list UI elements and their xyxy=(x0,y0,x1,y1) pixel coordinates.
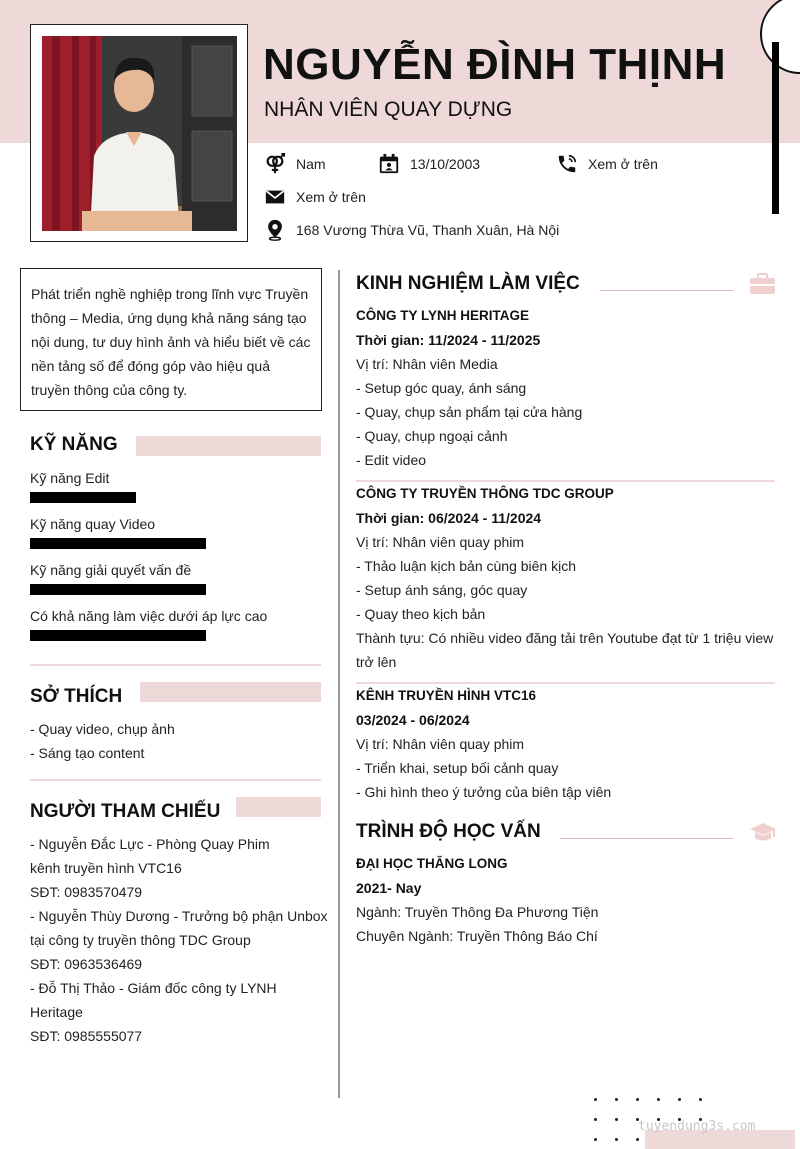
company-name: CÔNG TY LYNH HERITAGE xyxy=(356,308,530,323)
education-heading: TRÌNH ĐỘ HỌC VẤN xyxy=(356,821,541,842)
job-line: Vị trí: Nhân viên quay phim xyxy=(356,736,525,752)
list-item: SĐT: 0983570479 xyxy=(30,884,143,900)
references-list xyxy=(30,832,328,1048)
address-info xyxy=(264,219,559,241)
skill-bar xyxy=(30,492,206,503)
skill-bar-fill xyxy=(30,630,206,641)
job-line: - Edit video xyxy=(356,452,427,468)
job-entry xyxy=(356,684,780,804)
list-item: tại công ty truyền thông TDC Group xyxy=(30,932,251,948)
job-line: - Quay theo kịch bản xyxy=(356,606,486,622)
skill-label: Kỹ năng quay Video xyxy=(30,516,156,532)
skill-bar-fill xyxy=(30,584,206,595)
hobbies-heading-bar xyxy=(140,682,321,702)
column-divider xyxy=(338,270,340,1098)
job-entry xyxy=(356,482,780,674)
skills-heading-bar xyxy=(136,436,321,456)
list-item: SĐT: 0985555077 xyxy=(30,1028,143,1044)
job-entry xyxy=(356,304,780,472)
gender-info xyxy=(264,153,326,175)
job-line: - Setup ánh sáng, góc quay xyxy=(356,582,528,598)
skill-label: Có khả năng làm việc dưới áp lực cao xyxy=(30,608,268,624)
skill-label: Kỹ năng giải quyết vấn đề xyxy=(30,562,192,578)
calendar-icon xyxy=(378,153,400,175)
phone-value: Xem ở trên xyxy=(588,156,658,172)
section-divider xyxy=(30,779,321,781)
list-item: SĐT: 0963536469 xyxy=(30,956,143,972)
address-value: 168 Vương Thừa Vũ, Thanh Xuân, Hà Nội xyxy=(296,222,560,238)
candidate-name: NGUYỄN ĐÌNH THỊNH xyxy=(263,40,727,89)
watermark: tuyendung3s.com xyxy=(638,1119,756,1134)
job-title: NHÂN VIÊN QUAY DỰNG xyxy=(264,98,513,121)
list-item: Heritage xyxy=(30,1004,83,1020)
job-period: 03/2024 - 06/2024 xyxy=(356,712,470,728)
skill-bar-fill xyxy=(30,492,136,503)
job-line: Vị trí: Nhân viên quay phim xyxy=(356,534,525,550)
major: Ngành: Truyền Thông Đa Phương Tiện xyxy=(356,904,599,920)
job-line: - Quay, chụp sản phẩm tại cửa hàng xyxy=(356,404,583,420)
experience-heading: KINH NGHIỆM LÀM VIỆC xyxy=(356,273,580,294)
list-item: - Đỗ Thị Thảo - Giám đốc công ty LYNH xyxy=(30,980,277,996)
list-item: - Nguyễn Thùy Dương - Trưởng bộ phận Unbox xyxy=(30,908,328,924)
profile-photo xyxy=(42,36,237,231)
career-objective: Phát triển nghề nghiệp trong lĩnh vực Truyền thông – Media, ứng dụng khả năng sáng tạo nội dung, tư duy hình ảnh và hiểu biết về các nền tảng số để đóng góp vào hiệu quả truyền thông của công ty. xyxy=(20,268,322,411)
skills-heading: KỸ NĂNG xyxy=(30,434,118,455)
gender-value: Nam xyxy=(296,156,326,172)
study-period: 2021- Nay xyxy=(356,880,422,896)
job-achievement: Thành tựu: Có nhiều video đăng tải trên Youtube đạt từ 1 triệu view trở lên xyxy=(356,630,774,670)
list-item: - Nguyễn Đắc Lực - Phòng Quay Phim xyxy=(30,836,270,852)
dob-info xyxy=(378,153,480,175)
briefcase-icon xyxy=(749,273,776,295)
job-line: - Thảo luận kịch bản cùng biên kịch xyxy=(356,558,576,574)
graduation-cap-icon xyxy=(749,821,777,843)
skill-bar xyxy=(30,584,206,595)
company-name: CÔNG TY TRUYỀN THÔNG TDC GROUP xyxy=(356,486,614,501)
hobbies-heading: SỞ THÍCH xyxy=(30,686,123,707)
specialization: Chuyên Ngành: Truyền Thông Báo Chí xyxy=(356,928,598,944)
skill-bar xyxy=(30,630,206,641)
skill-bar-fill xyxy=(30,538,206,549)
job-period: Thời gian: 06/2024 - 11/2024 xyxy=(356,510,542,526)
school-name: ĐẠI HỌC THĂNG LONG xyxy=(356,856,508,871)
vertical-bar-decoration xyxy=(772,42,779,214)
phone-info xyxy=(556,153,658,175)
education-heading-line xyxy=(560,838,733,839)
references-heading-bar xyxy=(236,797,321,817)
profile-photo-frame xyxy=(30,24,248,242)
experience-heading-line xyxy=(600,290,733,291)
job-line: - Ghi hình theo ý tưởng của biên tập viên xyxy=(356,784,612,800)
email-value: Xem ở trên xyxy=(296,189,366,205)
list-item: kênh truyền hình VTC16 xyxy=(30,860,182,876)
email-info xyxy=(264,186,366,208)
job-period: Thời gian: 11/2024 - 11/2025 xyxy=(356,332,541,348)
references-heading: NGƯỜI THAM CHIẾU xyxy=(30,801,221,822)
company-name: KÊNH TRUYỀN HÌNH VTC16 xyxy=(356,688,537,703)
phone-icon xyxy=(556,153,578,175)
job-line: - Triển khai, setup bối cảnh quay xyxy=(356,760,559,776)
section-divider xyxy=(30,664,321,666)
skill-bar xyxy=(30,538,206,549)
list-item: - Sáng tạo content xyxy=(30,745,145,761)
envelope-icon xyxy=(264,186,286,208)
dob-value: 13/10/2003 xyxy=(410,156,481,172)
skill-label: Kỹ năng Edit xyxy=(30,470,110,486)
hobbies-list xyxy=(30,717,175,765)
job-line: Vị trí: Nhân viên Media xyxy=(356,356,498,372)
location-pin-icon xyxy=(264,219,286,241)
job-line: - Setup góc quay, ánh sáng xyxy=(356,380,527,396)
education-entry xyxy=(356,852,780,948)
job-line: - Quay, chụp ngoại cảnh xyxy=(356,428,508,444)
gender-icon xyxy=(264,153,286,175)
list-item: - Quay video, chụp ảnh xyxy=(30,721,175,737)
